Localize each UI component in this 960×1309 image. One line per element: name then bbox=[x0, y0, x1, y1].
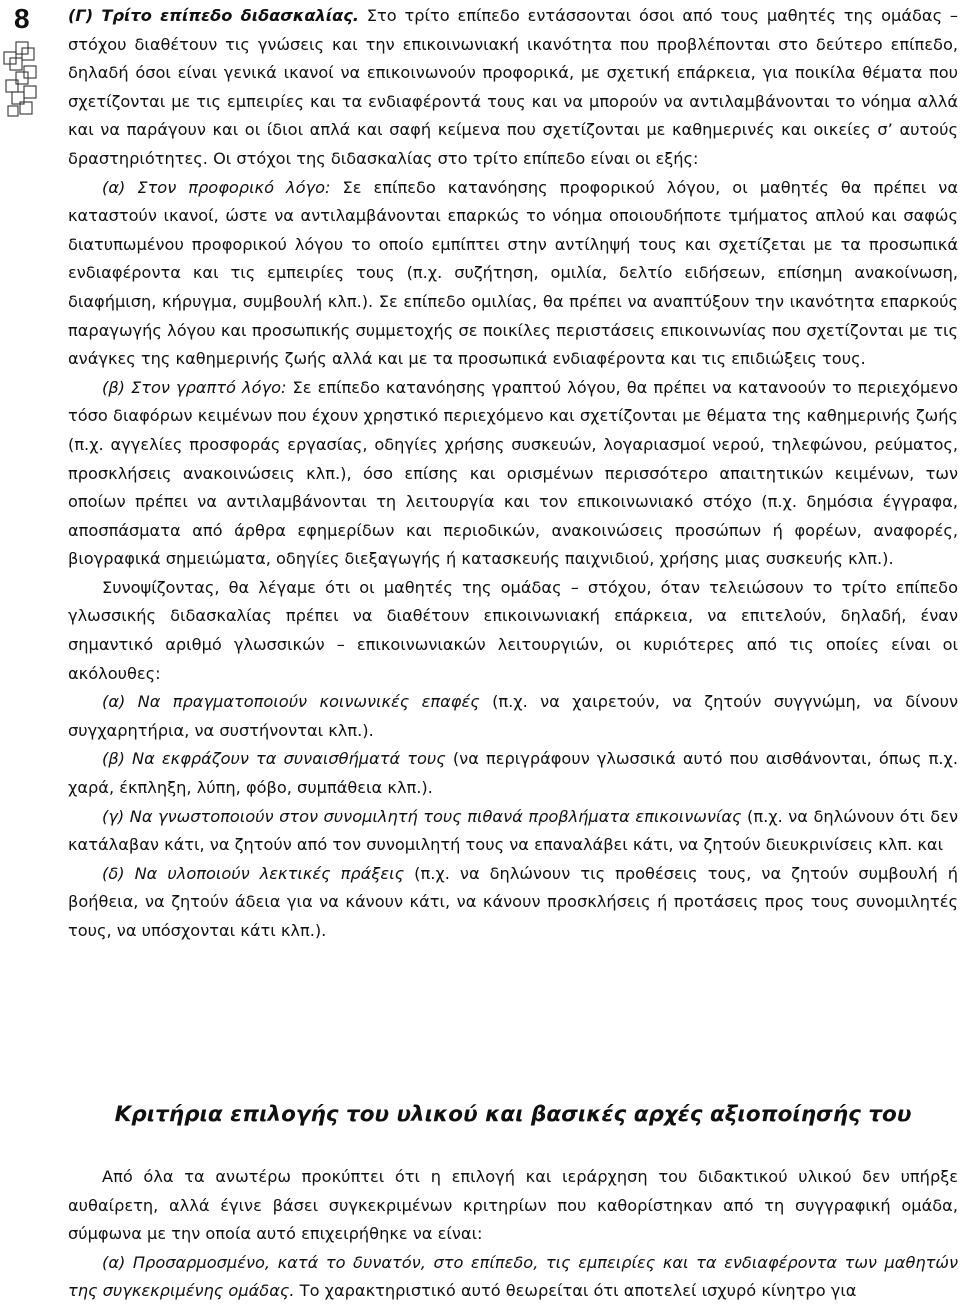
paragraph-text: Στο τρίτο επίπεδο εντάσσονται όσοι από τους μαθητές της ομάδας – στόχου διαθέτουν τις γνώσεις και την επικοινωνιακή ικανότητα που προβλέπονται στο δεύτερο επίπεδο, δηλαδή όσοι είναι γενικά ικανοί να επικοινωνούν προφορικά, με σχετική επάρκεια, για ποικίλα θέματα που σχετίζονται με τις εμπειρίες και τα ενδιαφέροντά τους και να μπορούν να αντιλαμβάνονται το νόημα αλλά και να παράγουν και οι ίδιοι απλά και σαφή κείμενα που σχετίζονται με καθημερινές και οικείες σ’ αυτούς δραστηριότητες. Οι στόχοι της διδασκαλίας στο τρίτο επίπεδο είναι οι εξής: bbox=[68, 6, 958, 168]
list-item bbox=[68, 745, 958, 802]
third-level-heading: (Γ) Τρίτο επίπεδο διδασκαλίας. bbox=[68, 6, 359, 25]
oral-speech-label: (α) Στον προφορικό λόγο: bbox=[102, 177, 331, 197]
paragraph-text: Συνοψίζοντας, θα λέγαμε ότι οι μαθητές της ομάδας – στόχου, όταν τελειώσουν το τρίτο επίπεδο γλωσσικής διδασκαλίας πρέπει να διαθέτουν επικοινωνιακή επάρκεια, να επιτελούν, δηλαδή, έναν σημαντικό αριθμό γλωσσικών – επικοινωνιακών λειτουργιών, οι κυριότερες από τις οποίες είναι οι ακόλουθες: bbox=[68, 577, 958, 683]
list-item-label: (α) Να πραγματοποιούν κοινωνικές επαφές bbox=[102, 692, 480, 712]
paragraph-third-level bbox=[68, 2, 958, 174]
section-item-label: (α) Προσαρμοσμένο, κατά το δυνατόν, στο επίπεδο, τις εμπειρίες και τα ενδιαφέροντα των μαθητών της συγκεκριμένης ομάδας. bbox=[68, 1252, 958, 1301]
paragraph-text: Σε επίπεδο κατανόησης προφορικού λόγου, οι μαθητές θα πρέπει να καταστούν ικανοί, ώστε να αντιλαμβάνονται επαρκώς το νόημα οποιουδήποτε τμήματος απλού και σαφώς διατυπωμένου προφορικού λόγου το οποίο εμπίπτει στην αντίληψή τους και σχετίζεται με τα προσωπικά ενδιαφέροντα και τις εμπειρίες τους (π.χ. συζήτηση, ομιλία, δελτίο ειδήσεων, επίσημη ανακοίνωση, διαφήμιση, κήρυγμα, συμβουλή κλπ.). Σε επίπεδο ομιλίας, θα πρέπει να αναπτύξουν την ικανότητα επαρκούς παραγωγής λόγου και προσωπικής συμμετοχής σε ποικίλες περιστάσεις επικοινωνίας που σχετίζονται με τις ανάγκες της καθημερινής ζωής αλλά και με τα προσωπικά ενδιαφέροντα και τις επιδιώξεις τους. bbox=[68, 177, 958, 369]
section-list-item bbox=[68, 1249, 958, 1306]
page-number: 8 bbox=[14, 3, 30, 34]
list-item-text: (π.χ. να χαιρετούν, να ζητούν συγγνώμη, να δίνουν συγχαρητήρια, να συστήνονται κλπ.). bbox=[68, 692, 958, 740]
list-item-text: (π.χ. να δηλώνουν ότι δεν κατάλαβαν κάτι, να ζητούν από τον συνομιλητή τους να επαναλάβει κάτι, να ζητούν διευκρινίσεις κλπ. και bbox=[68, 806, 959, 855]
written-speech-label: (β) Στον γραπτό λόγο: bbox=[102, 377, 287, 397]
list-item-text: (π.χ. να δηλώνουν τις προθέσεις τους, να ζητούν συμβουλή ή βοήθεια, να ζητούν άδεια για να κάνουν κάτι, να κάνουν προσκλήσεις ή προτάσεις προς τους συνομιλητές τους, να υπόσχονται κάτι κλπ.). bbox=[68, 863, 959, 940]
list-item bbox=[68, 860, 958, 946]
section-heading: Κριτήρια επιλογής του υλικού και βασικές αρχές αξιοποίησής του bbox=[114, 1102, 912, 1127]
list-item bbox=[68, 803, 958, 860]
main-text-block bbox=[68, 2, 958, 946]
list-item-label: (γ) Να γνωστοποιούν στον συνομιλητή τους πιθανά προβλήματα επικοινωνίας bbox=[102, 806, 742, 826]
list-item-text: (να περιγράφουν γλωσσικά αυτό που αισθάνονται, όπως π.χ. χαρά, έκπληξη, λύπη, φόβο, συμπάθεια κλπ.). bbox=[68, 749, 959, 798]
list-item-label: (δ) Να υλοποιούν λεκτικές πράξεις bbox=[102, 863, 405, 883]
list-item-label: (β) Να εκφράζουν τα συναισθήματά τους bbox=[102, 749, 446, 769]
paragraph-text: Σε επίπεδο κατανόησης γραπτού λόγου, θα πρέπει να κατανοούν το περιεχόμενο τόσο διαφόρων κειμένων που έχουν χρηστικό περιεχόμενο και σχετίζονται με θέματα της καθημερινής ζωής (π.χ. αγγελίες προσφοράς εργασίας, οδηγίες χρήσης συσκευών, λογαριασμοί νερού, τηλεφώνου, ρεύματος, προσκλήσεις ανακοινώσεις κλπ.), όσο επίσης και ορισμένων περισσότερο απαιτητικών κειμένων, των οποίων πρέπει να αντιλαμβάνονται τη λειτουργία και τον επικοινωνιακό στόχο (π.χ. δημόσια έγγραφα, αποσπάσματα από άρθρα εφημερίδων και περιοδικών, ανακοινώσεις προσώπων ή φορέων, αναφορές, βιογραφικά σημειώματα, οδηγίες διεξαγωγής ή κατασκευής παιχνιδιού, χρήσης μιας συσκευής κλπ.). bbox=[68, 377, 958, 569]
list-item bbox=[68, 688, 958, 745]
section-paragraph: Από όλα τα ανωτέρω προκύπτει ότι η επιλογή και ιεράρχηση του διδακτικού υλικού δεν υπήρξε αυθαίρετη, αλλά έγινε βάσει συγκεκριμένων κριτηρίων που καθορίστηκαν από τη συγγραφική ομάδα, σύμφωνα με την οποία αυτό επιχειρήθηκε να είναι: bbox=[68, 1167, 958, 1244]
section-item-text: Το χαρακτηριστικό αυτό θεωρείται ότι αποτελεί ισχυρό κίνητρο για bbox=[294, 1281, 857, 1301]
section-text-block bbox=[68, 1163, 958, 1306]
decorative-squares-ornament bbox=[2, 40, 46, 120]
paragraph-summary bbox=[68, 574, 958, 688]
paragraph-oral-speech bbox=[68, 174, 958, 374]
paragraph-written-speech bbox=[68, 374, 958, 574]
